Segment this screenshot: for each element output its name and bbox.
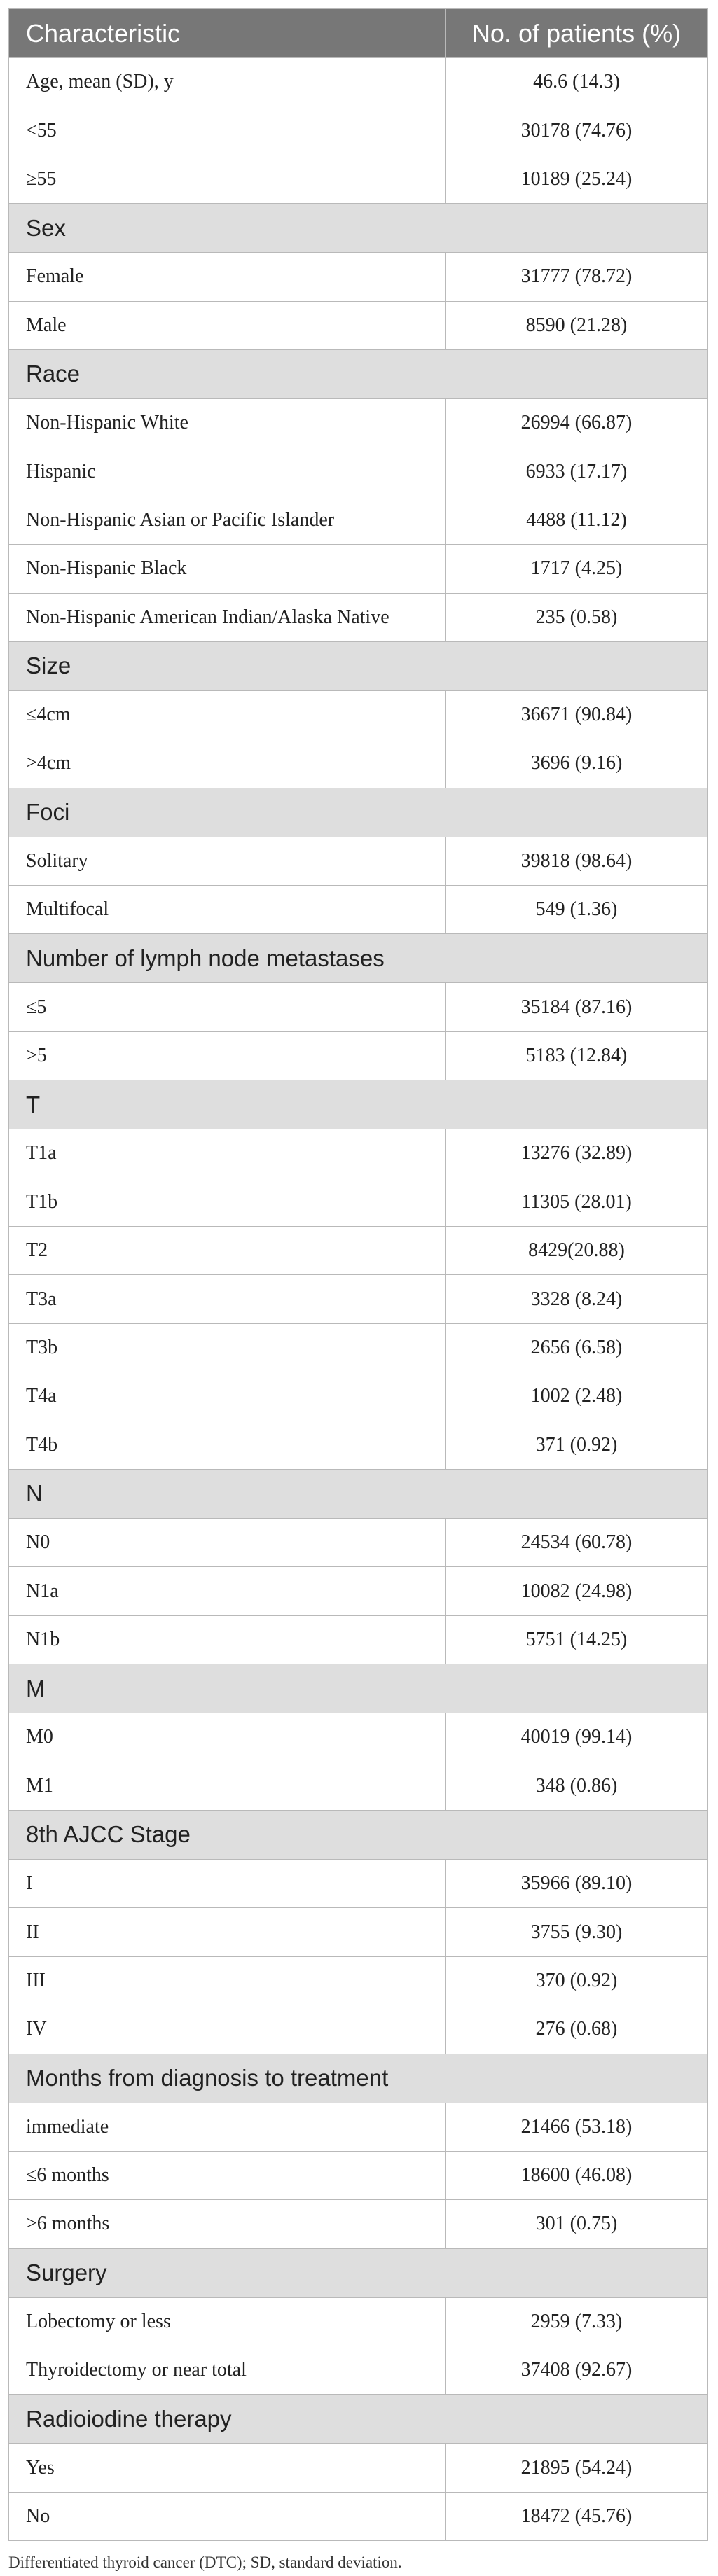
table-row xyxy=(9,1323,708,1372)
table-row xyxy=(9,1031,708,1080)
table-row xyxy=(9,1275,708,1323)
table-row xyxy=(9,1518,708,1566)
row-label: ≥55 xyxy=(9,155,446,203)
row-label: T4b xyxy=(9,1421,446,1469)
row-value: 2959 (7.33) xyxy=(446,2297,708,2346)
row-value: 18472 (45.76) xyxy=(446,2492,708,2540)
row-value: 1717 (4.25) xyxy=(446,545,708,593)
row-label: Multifocal xyxy=(9,886,446,934)
row-label: M0 xyxy=(9,1713,446,1762)
row-label: immediate xyxy=(9,2103,446,2151)
section-header-row xyxy=(9,349,708,398)
section-label: Number of lymph node metastases xyxy=(9,934,708,983)
table-row xyxy=(9,398,708,447)
row-label: >5 xyxy=(9,1031,446,1080)
table-row xyxy=(9,1908,708,1956)
section-label: 8th AJCC Stage xyxy=(9,1810,708,1859)
row-value: 235 (0.58) xyxy=(446,593,708,641)
section-label: Radioiodine therapy xyxy=(9,2395,708,2444)
row-label: N0 xyxy=(9,1518,446,1566)
row-value: 348 (0.86) xyxy=(446,1762,708,1810)
row-value: 5183 (12.84) xyxy=(446,1031,708,1080)
table-row xyxy=(9,2151,708,2199)
row-label: II xyxy=(9,1908,446,1956)
row-label: T3a xyxy=(9,1275,446,1323)
section-header-row xyxy=(9,934,708,983)
table-row xyxy=(9,496,708,544)
row-label: Female xyxy=(9,253,446,301)
section-label: M xyxy=(9,1664,708,1713)
table-row xyxy=(9,106,708,155)
row-label: ≤5 xyxy=(9,983,446,1031)
table-row xyxy=(9,1178,708,1226)
row-label: N1a xyxy=(9,1567,446,1615)
row-label: T1b xyxy=(9,1178,446,1226)
section-header-row xyxy=(9,2395,708,2444)
section-header-row xyxy=(9,1080,708,1129)
row-value: 31777 (78.72) xyxy=(446,253,708,301)
table-row xyxy=(9,301,708,349)
row-label: Non-Hispanic Black xyxy=(9,545,446,593)
row-value: 46.6 (14.3) xyxy=(446,58,708,106)
section-label: Race xyxy=(9,349,708,398)
table-row xyxy=(9,545,708,593)
row-label: Non-Hispanic Asian or Pacific Islander xyxy=(9,496,446,544)
row-label: Yes xyxy=(9,2444,446,2492)
table-row xyxy=(9,1372,708,1421)
table-row xyxy=(9,1567,708,1615)
row-value: 39818 (98.64) xyxy=(446,837,708,885)
row-label: Non-Hispanic American Indian/Alaska Native xyxy=(9,593,446,641)
row-label: Thyroidectomy or near total xyxy=(9,2346,446,2395)
table-row xyxy=(9,447,708,496)
row-label: III xyxy=(9,1956,446,2005)
row-value: 5751 (14.25) xyxy=(446,1615,708,1664)
header-patients: No. of patients (%) xyxy=(446,9,708,58)
row-value: 301 (0.75) xyxy=(446,2200,708,2248)
table-row xyxy=(9,2492,708,2540)
row-label: M1 xyxy=(9,1762,446,1810)
section-header-row xyxy=(9,2054,708,2103)
section-label: Size xyxy=(9,641,708,690)
row-value: 21895 (54.24) xyxy=(446,2444,708,2492)
row-label: ≤4cm xyxy=(9,690,446,739)
row-value: 1002 (2.48) xyxy=(446,1372,708,1421)
table-row xyxy=(9,1615,708,1664)
row-value: 370 (0.92) xyxy=(446,1956,708,2005)
row-value: 35184 (87.16) xyxy=(446,983,708,1031)
section-header-row xyxy=(9,204,708,253)
row-value: 3696 (9.16) xyxy=(446,739,708,788)
section-header-row xyxy=(9,1469,708,1518)
section-label: Sex xyxy=(9,204,708,253)
section-header-row xyxy=(9,641,708,690)
row-value: 4488 (11.12) xyxy=(446,496,708,544)
row-label: T4a xyxy=(9,1372,446,1421)
row-value: 36671 (90.84) xyxy=(446,690,708,739)
row-label: Age, mean (SD), y xyxy=(9,58,446,106)
header-characteristic: Characteristic xyxy=(9,9,446,58)
table-row xyxy=(9,1956,708,2005)
table-row xyxy=(9,2444,708,2492)
row-value: 35966 (89.10) xyxy=(446,1859,708,1907)
table-row xyxy=(9,2297,708,2346)
table-row xyxy=(9,2103,708,2151)
row-value: 21466 (53.18) xyxy=(446,2103,708,2151)
row-value: 276 (0.68) xyxy=(446,2005,708,2054)
table-row xyxy=(9,1227,708,1275)
table-row xyxy=(9,837,708,885)
section-header-row xyxy=(9,1664,708,1713)
row-label: N1b xyxy=(9,1615,446,1664)
row-value: 24534 (60.78) xyxy=(446,1518,708,1566)
row-label: No xyxy=(9,2492,446,2540)
patient-characteristics-table xyxy=(8,8,708,2541)
row-label: Non-Hispanic White xyxy=(9,398,446,447)
row-label: IV xyxy=(9,2005,446,2054)
table-row xyxy=(9,155,708,203)
row-value: 2656 (6.58) xyxy=(446,1323,708,1372)
row-label: Male xyxy=(9,301,446,349)
row-value: 10189 (25.24) xyxy=(446,155,708,203)
section-header-row xyxy=(9,788,708,837)
table-row xyxy=(9,1129,708,1178)
row-value: 13276 (32.89) xyxy=(446,1129,708,1178)
row-value: 11305 (28.01) xyxy=(446,1178,708,1226)
row-value: 37408 (92.67) xyxy=(446,2346,708,2395)
row-value: 3755 (9.30) xyxy=(446,1908,708,1956)
row-label: Solitary xyxy=(9,837,446,885)
row-label: T1a xyxy=(9,1129,446,1178)
table-row xyxy=(9,1713,708,1762)
table-row xyxy=(9,2005,708,2054)
table-row xyxy=(9,253,708,301)
section-label: Months from diagnosis to treatment xyxy=(9,2054,708,2103)
table-row xyxy=(9,1859,708,1907)
row-label: Lobectomy or less xyxy=(9,2297,446,2346)
table-footnote: Differentiated thyroid cancer (DTC); SD, standard deviation. xyxy=(8,2554,402,2571)
table-header-row xyxy=(9,9,708,58)
row-label: Hispanic xyxy=(9,447,446,496)
section-label: N xyxy=(9,1469,708,1518)
table-row xyxy=(9,739,708,788)
row-value: 8590 (21.28) xyxy=(446,301,708,349)
row-value: 10082 (24.98) xyxy=(446,1567,708,1615)
table-row xyxy=(9,983,708,1031)
row-value: 371 (0.92) xyxy=(446,1421,708,1469)
section-label: T xyxy=(9,1080,708,1129)
table-body xyxy=(9,58,708,2541)
section-header-row xyxy=(9,2248,708,2297)
table-row xyxy=(9,1421,708,1469)
row-value: 26994 (66.87) xyxy=(446,398,708,447)
row-label: T3b xyxy=(9,1323,446,1372)
row-label: ≤6 months xyxy=(9,2151,446,2199)
table-row xyxy=(9,886,708,934)
table-row xyxy=(9,1762,708,1810)
section-label: Surgery xyxy=(9,2248,708,2297)
row-value: 549 (1.36) xyxy=(446,886,708,934)
table-row xyxy=(9,690,708,739)
row-label: <55 xyxy=(9,106,446,155)
table-row xyxy=(9,58,708,106)
row-value: 8429(20.88) xyxy=(446,1227,708,1275)
row-value: 30178 (74.76) xyxy=(446,106,708,155)
row-value: 3328 (8.24) xyxy=(446,1275,708,1323)
row-label: I xyxy=(9,1859,446,1907)
row-value: 6933 (17.17) xyxy=(446,447,708,496)
section-header-row xyxy=(9,1810,708,1859)
table-row xyxy=(9,2200,708,2248)
row-label: >4cm xyxy=(9,739,446,788)
table-row xyxy=(9,593,708,641)
row-value: 40019 (99.14) xyxy=(446,1713,708,1762)
section-label: Foci xyxy=(9,788,708,837)
row-value: 18600 (46.08) xyxy=(446,2151,708,2199)
row-label: >6 months xyxy=(9,2200,446,2248)
table-row xyxy=(9,2346,708,2395)
row-label: T2 xyxy=(9,1227,446,1275)
